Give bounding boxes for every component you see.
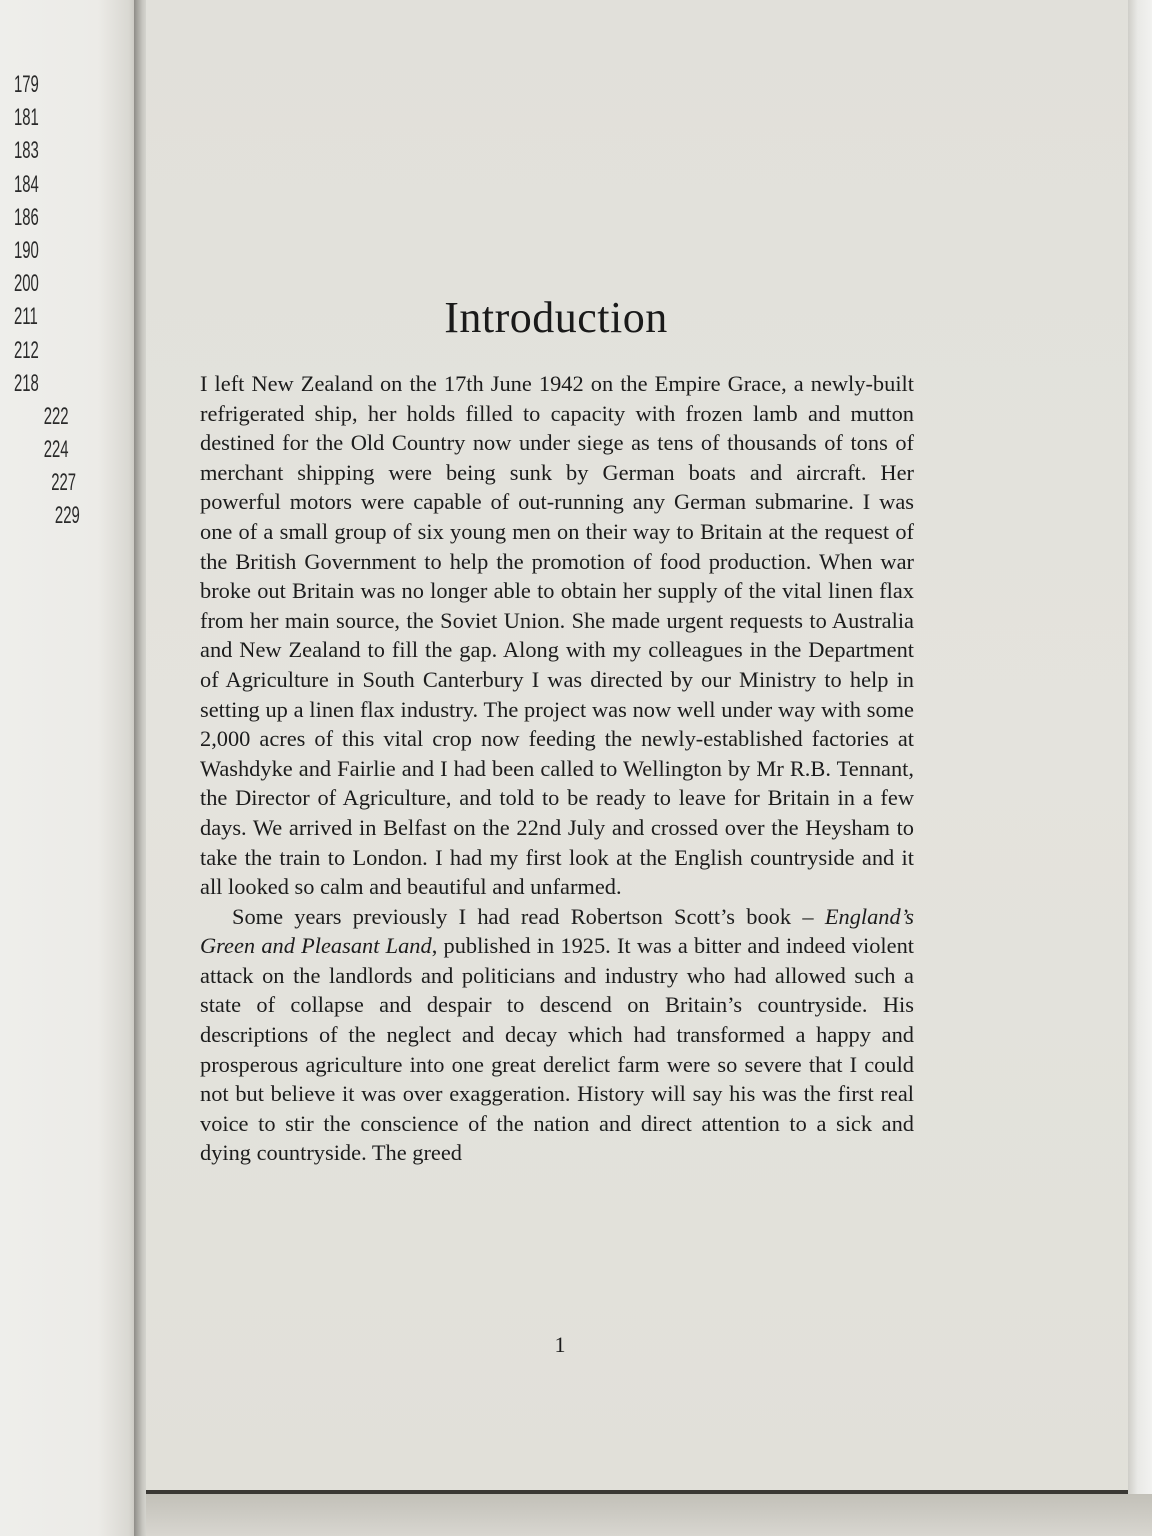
contents-page-number: 184: [14, 170, 39, 198]
contents-page-number: 181: [14, 104, 39, 132]
contents-page-number: 200: [14, 270, 39, 298]
body-paragraph: [200, 369, 914, 902]
contents-page-number: 218: [14, 369, 39, 397]
contents-page-number: 222: [43, 402, 69, 430]
contents-page-number: 211: [14, 303, 38, 331]
previous-page-edge: [0, 0, 140, 1536]
chapter-title: Introduction: [444, 293, 668, 342]
page-number: 1: [554, 1332, 566, 1357]
contents-page-number: 190: [14, 236, 39, 264]
contents-page-number: 224: [43, 436, 69, 464]
contents-page-number: 227: [51, 469, 77, 497]
contents-page-number-list: [14, 68, 80, 533]
contents-page-number: 229: [54, 502, 80, 530]
contents-page-number: 183: [14, 137, 39, 165]
contents-page-number: 179: [14, 71, 39, 98]
paragraph-text: Some years previously I had read Robertson Scott’s book –: [232, 903, 825, 929]
book-title-italic: England’s Green and Pleasant Land: [200, 903, 914, 959]
body-paragraph: [200, 902, 914, 1168]
page-bottom-edge: [146, 1494, 1152, 1536]
page-stack-edge: [1128, 0, 1152, 1536]
paragraph-text: , published in 1925. It was a bitter and indeed violent attack on the landlords and politicians and industry who had allowed such a state of collapse and despair to descend on Britain’s countryside. His descriptions of the neglect and decay which had transformed a happy and prosperous agriculture into one great derelict farm were so severe that I could not but believe it was over exaggeration. History will say his was the first real voice to stir the conscience of the nation and direct attention to a sick and dying countryside. The greed: [200, 933, 915, 1166]
contents-page-number: 186: [14, 203, 39, 231]
paragraph-text: I left New Zealand on the 17th June 1942 on the Empire Grace, a newly-built refrigerated ship, her holds filled to capacity with frozen lamb and mutton destined for the Old Country now under siege as tens of thousands of tons of merchant shipping were being sunk by German boats and aircraft. Her powerful motors were capable of out-running any German submarine. I was one of a small group of six young men on their way to Britain at the request of the British Government to help the promotion of food production. When war broke out Britain was no longer able to obtain her supply of the vital linen flax from her main source, the Soviet Union. She made urgent requests to Australia and New Zealand to fill the gap. Along with my colleagues in the Department of Agriculture in South Canterbury I was directed by our Ministry to help in setting up a linen flax industry. The project was now well under way with some 2,000 acres of this vital crop now feeding the newly-established factories at Washdyke and Fairlie and I had been called to Wellington by Mr R.B. Tennant, the Director of Agriculture, and told to be ready to leave for Britain in a few days. We arrived in Belfast on the 22nd July and crossed over the Heysham to take the train to London. I had my first look at the English countryside and it all looked so calm and beautiful and unfarmed.: [200, 371, 914, 900]
contents-page-number: 212: [14, 336, 39, 364]
chapter-body: [200, 369, 914, 1168]
